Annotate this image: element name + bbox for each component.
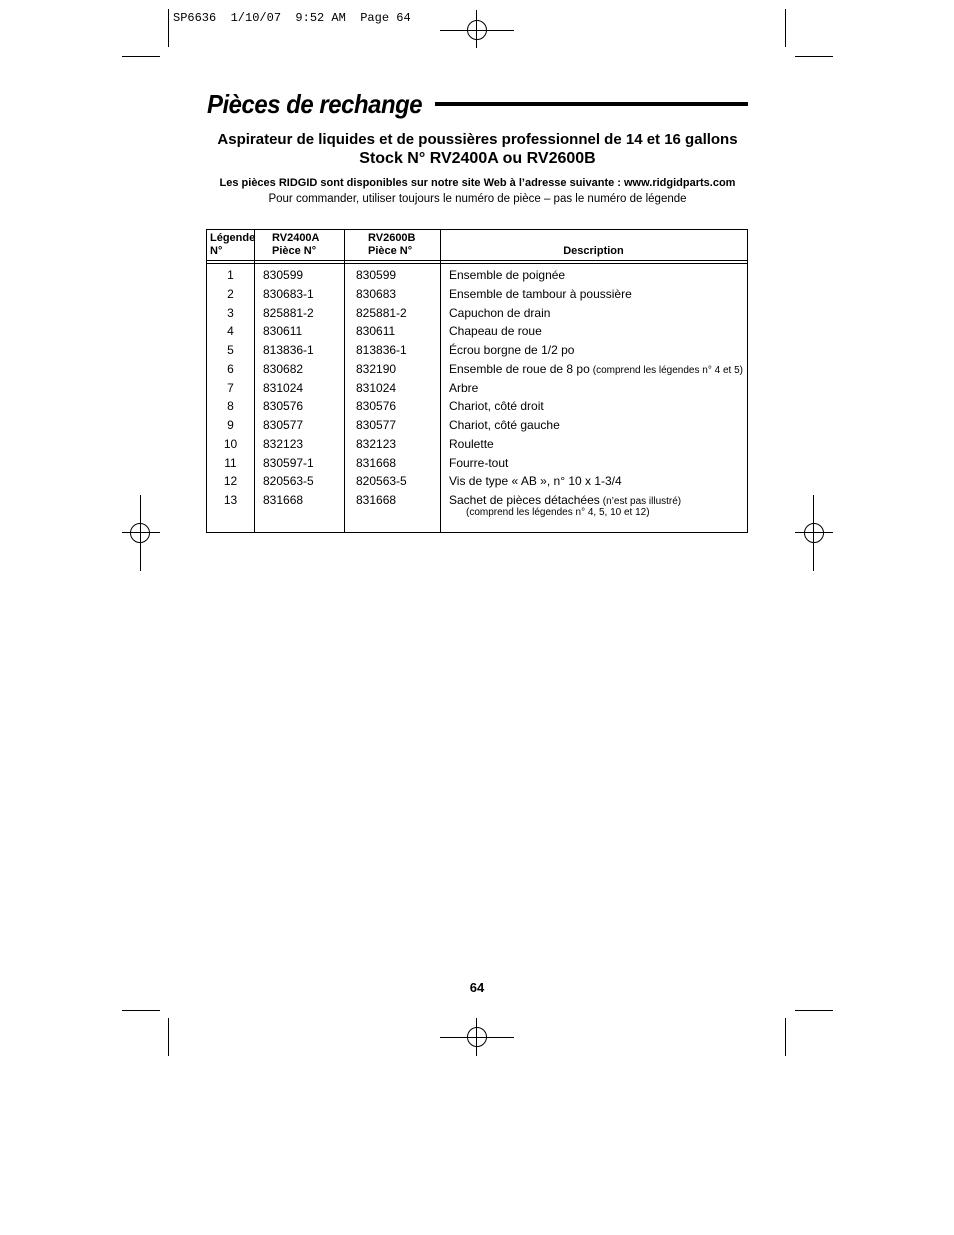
part-description: Chariot, côté gauche <box>449 418 560 432</box>
rv2600b-part-number: 831024 <box>356 380 397 395</box>
part-description <box>449 493 681 507</box>
legend-number: 13 <box>223 493 238 507</box>
stock-number: Stock N° RV2400A ou RV2600B <box>359 150 596 167</box>
legend-number: 4 <box>227 324 234 339</box>
rv2400a-part-number: 830597-1 <box>263 455 314 470</box>
rv2400a-part-number: 832123 <box>263 436 304 451</box>
rv2400a-part-number: 830683-1 <box>263 286 314 301</box>
legend-number: 6 <box>227 361 234 376</box>
part-description: Ensemble de poignée <box>449 268 566 282</box>
rv2400a-part-number: 830599 <box>263 268 304 282</box>
rv2600b-part-number: 830577 <box>356 418 397 432</box>
table-row <box>207 381 747 400</box>
part-description: Écrou borgne de 1/2 po <box>449 343 575 357</box>
rv2400a-part-number: 831024 <box>263 380 304 395</box>
table-row <box>207 268 747 287</box>
table-row <box>207 493 747 512</box>
part-description-text: Ensemble de roue de 8 po <box>449 361 590 376</box>
legend-number: 10 <box>223 436 238 451</box>
page-number: 64 <box>469 980 485 995</box>
legend-number: 3 <box>227 305 234 320</box>
rv2400a-part-number: 825881-2 <box>263 305 314 320</box>
header-rv2600b: RV2600B Pièce N° <box>368 232 416 257</box>
part-description <box>449 362 743 376</box>
rv2600b-part-number: 825881-2 <box>356 305 407 320</box>
header-key: Légende N° <box>210 232 256 257</box>
rv2600b-part-number: 832190 <box>356 361 397 376</box>
table-row <box>207 306 747 325</box>
page-title: Pièces de rechange <box>207 88 423 119</box>
rv2600b-part-number: 830683 <box>356 286 397 301</box>
part-description: Fourre-tout <box>449 455 509 470</box>
rv2600b-part-number: 830576 <box>356 399 397 414</box>
part-description-text: Sachet de pièces détachées <box>449 493 600 507</box>
row13-extra-note: (comprend les légendes n° 4, 5, 10 et 12) <box>466 507 650 518</box>
rv2600b-part-number: 813836-1 <box>356 343 407 357</box>
part-description: Ensemble de tambour à poussière <box>449 286 632 301</box>
parts-website-note: Les pièces RIDGID sont disponibles sur notre site Web à l’adresse suivante : www.ridgidparts.com <box>219 177 736 189</box>
rv2400a-part-number: 820563-5 <box>263 474 314 489</box>
table-row <box>207 418 747 437</box>
rv2400a-part-number: 830611 <box>263 324 303 339</box>
product-subtitle: Aspirateur de liquides et de poussières professionnel de 14 et 16 gallons <box>217 131 738 148</box>
legend-number: 2 <box>227 286 234 301</box>
rv2600b-part-number: 831668 <box>356 493 397 507</box>
legend-number: 8 <box>227 399 234 414</box>
table-row <box>207 399 747 418</box>
ordering-note: Pour commander, utiliser toujours le numéro de pièce – pas le numéro de légende <box>268 193 687 205</box>
part-description: Chapeau de roue <box>449 324 542 339</box>
table-row <box>207 362 747 381</box>
table-row <box>207 456 747 475</box>
part-description: Chariot, côté droit <box>449 399 544 414</box>
header-description: Description <box>563 245 624 257</box>
rv2400a-part-number: 830576 <box>263 399 304 414</box>
table-row <box>207 437 747 456</box>
part-description: Capuchon de drain <box>449 305 551 320</box>
title-row <box>207 86 748 122</box>
header-rv2400a: RV2400A Pièce N° <box>272 232 320 257</box>
header-rule <box>207 260 747 261</box>
title-rule <box>435 102 748 106</box>
print-slug: SP6636 1/10/07 9:52 AM Page 64 <box>173 11 411 25</box>
part-description-note: (n’est pas illustré) <box>602 496 682 507</box>
part-description: Arbre <box>449 380 479 395</box>
legend-number: 11 <box>224 455 237 470</box>
legend-number: 9 <box>227 418 234 432</box>
part-description-note: (comprend les légendes n° 4 et 5) <box>592 364 743 376</box>
rv2400a-part-number: 830682 <box>263 361 304 376</box>
rv2400a-part-number: 831668 <box>263 493 304 507</box>
rv2600b-part-number: 820563-5 <box>356 474 407 489</box>
rv2600b-part-number: 830611 <box>356 324 396 339</box>
legend-number: 12 <box>223 474 238 489</box>
part-description: Vis de type « AB », n° 10 x 1-3/4 <box>449 474 622 489</box>
table-row <box>207 343 747 362</box>
table-row <box>207 324 747 343</box>
rv2400a-part-number: 813836-1 <box>263 343 314 357</box>
rv2600b-part-number: 830599 <box>356 268 397 282</box>
legend-number: 1 <box>227 268 234 282</box>
table-row <box>207 287 747 306</box>
parts-table <box>206 229 748 533</box>
part-description: Roulette <box>449 436 494 451</box>
rv2600b-part-number: 832123 <box>356 436 397 451</box>
header-rule <box>207 263 747 264</box>
rv2400a-part-number: 830577 <box>263 418 304 432</box>
legend-number: 5 <box>227 343 234 357</box>
rv2600b-part-number: 831668 <box>356 455 397 470</box>
legend-number: 7 <box>227 380 234 395</box>
table-row <box>207 474 747 493</box>
